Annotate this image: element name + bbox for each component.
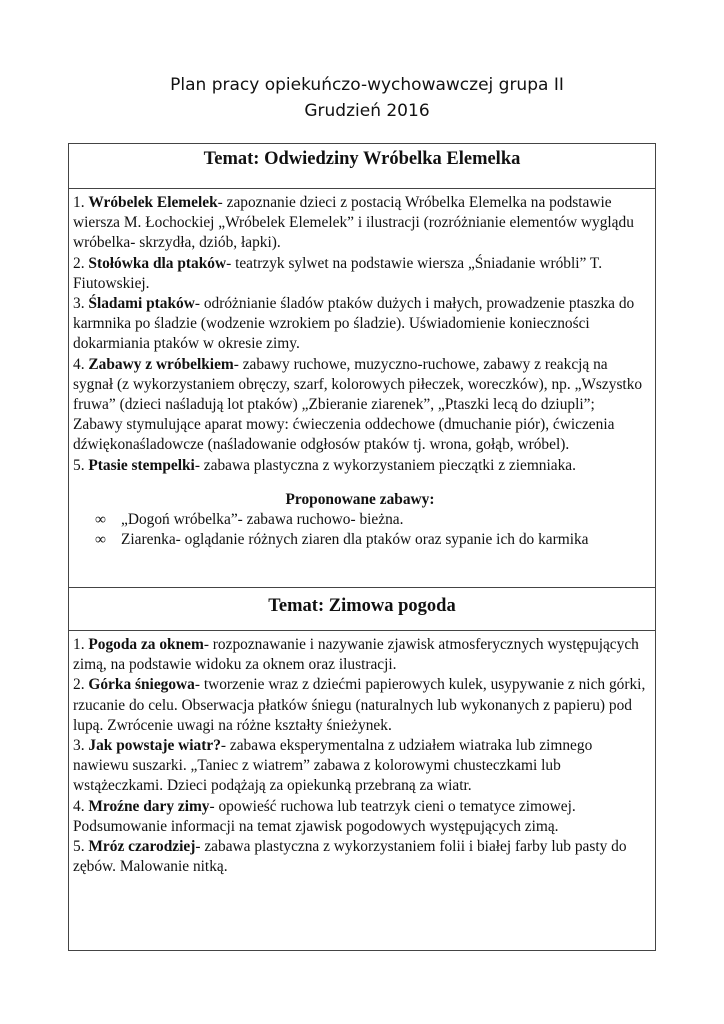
list-item: 3. Śladami ptaków- odróżnianie śladów ptaków dużych i małych, prowadzenie ptaszka do karmnika po śladzie (wodzenie wzrokiem po śladzie). Uświadomienie konieczności dokarmiania ptaków w okresie zimy. (73, 295, 635, 353)
section-2-body (69, 631, 655, 950)
plan-table (68, 143, 656, 951)
section-1-title: Temat: Odwiedziny Wróbelka Elemelka (69, 144, 655, 189)
list-item: 2. Górka śniegowa- tworzenie wraz z dziećmi papierowych kulek, usypywanie z nich górki, rzucanie do celu. Obserwacja płatków śniegu (naturalnych lub wykonanych z papieru) pod lupą. Zwrócenie uwagi na różne kształty śnieżynek. (73, 676, 646, 734)
list-item: 1. Wróbelek Elemelek- zapoznanie dzieci z postacią Wróbelka Elemelka na podstawie wiersza M. Łochockiej „Wróbelek Elemelek” i ilustracji (rozróżnianie elementów wyglądu wróbelka- skrzydła, dziób, łapki). (73, 194, 634, 252)
list-item: 2. Stołówka dla ptaków- teatrzyk sylwet na podstawie wiersza „Śniadanie wróbli” T. Fiutowskiej. (73, 254, 603, 292)
list-item: 5. Mróz czarodziej- zabawa plastyczna z wykorzystaniem folii i białej farby lub pasty do zębów. Malowanie nitką. (73, 838, 627, 876)
list-item: 5. Ptasie stempelki- zabawa plastyczna z wykorzystaniem pieczątki z ziemniaka. (73, 456, 576, 474)
list-item: 1. Pogoda za oknem- rozpoznawanie i nazywanie zjawisk atmosferycznych występujących zimą, na podstawie widoku za oknem oraz ilustracji. (73, 636, 639, 674)
list-item: 3. Jak powstaje wiatr?- zabawa eksperymentalna z udziałem wiatraka lub zimnego nawiewu suszarki. „Taniec z wiatrem” zabawa z kolorowymi chusteczkami lub wstążeczkami. Dzieci podążają za opiekunką przebraną za wiatr. (73, 737, 593, 795)
section-2-title: Temat: Zimowa pogoda (69, 587, 655, 631)
section-1-body (69, 189, 655, 587)
header-date: Grudzień 2016 (304, 101, 430, 121)
infinity-bullet-icon: ∞ (95, 511, 106, 529)
list-item: 4. Zabawy z wróbelkiem- zabawy ruchowe, muzyczno-ruchowe, zabawy z reakcją na sygnał (z wykorzystaniem obręczy, szarf, kolorowych piłeczek, woreczków), np. „Wszystko fruwa” (dzieci naśladują lot ptaków) „Zbieranie ziarenek”, „Ptaszki lecą do dziupli”; Zabawy stymulujące aparat mowy: ćwieczenia oddechowe (dmuchanie piór), ćwiczenia dźwiękonaśladowcze (naśladowanie odgłosów ptaków tj. wrona, gołąb, wróbel). (73, 355, 643, 454)
bullet-item: ∞ „Dogoń wróbelka”- zabawa ruchowo- bieżna. (73, 510, 647, 530)
header-title: Plan pracy opiekuńczo-wychowawczej grupa II (170, 75, 564, 95)
bullet-item: ∞ Ziarenka- oglądanie różnych ziaren dla ptaków oraz sypanie ich do karmika (73, 530, 647, 550)
list-item: 4. Mroźne dary zimy- opowieść ruchowa lub teatrzyk cieni o tematyce zimowej. Podsumowanie informacji na temat zjawisk pogodowych występujących zimą. (73, 797, 576, 835)
proposed-games-heading: Proponowane zabawy: (285, 490, 435, 508)
infinity-bullet-icon: ∞ (95, 531, 106, 549)
document-header (0, 72, 724, 124)
